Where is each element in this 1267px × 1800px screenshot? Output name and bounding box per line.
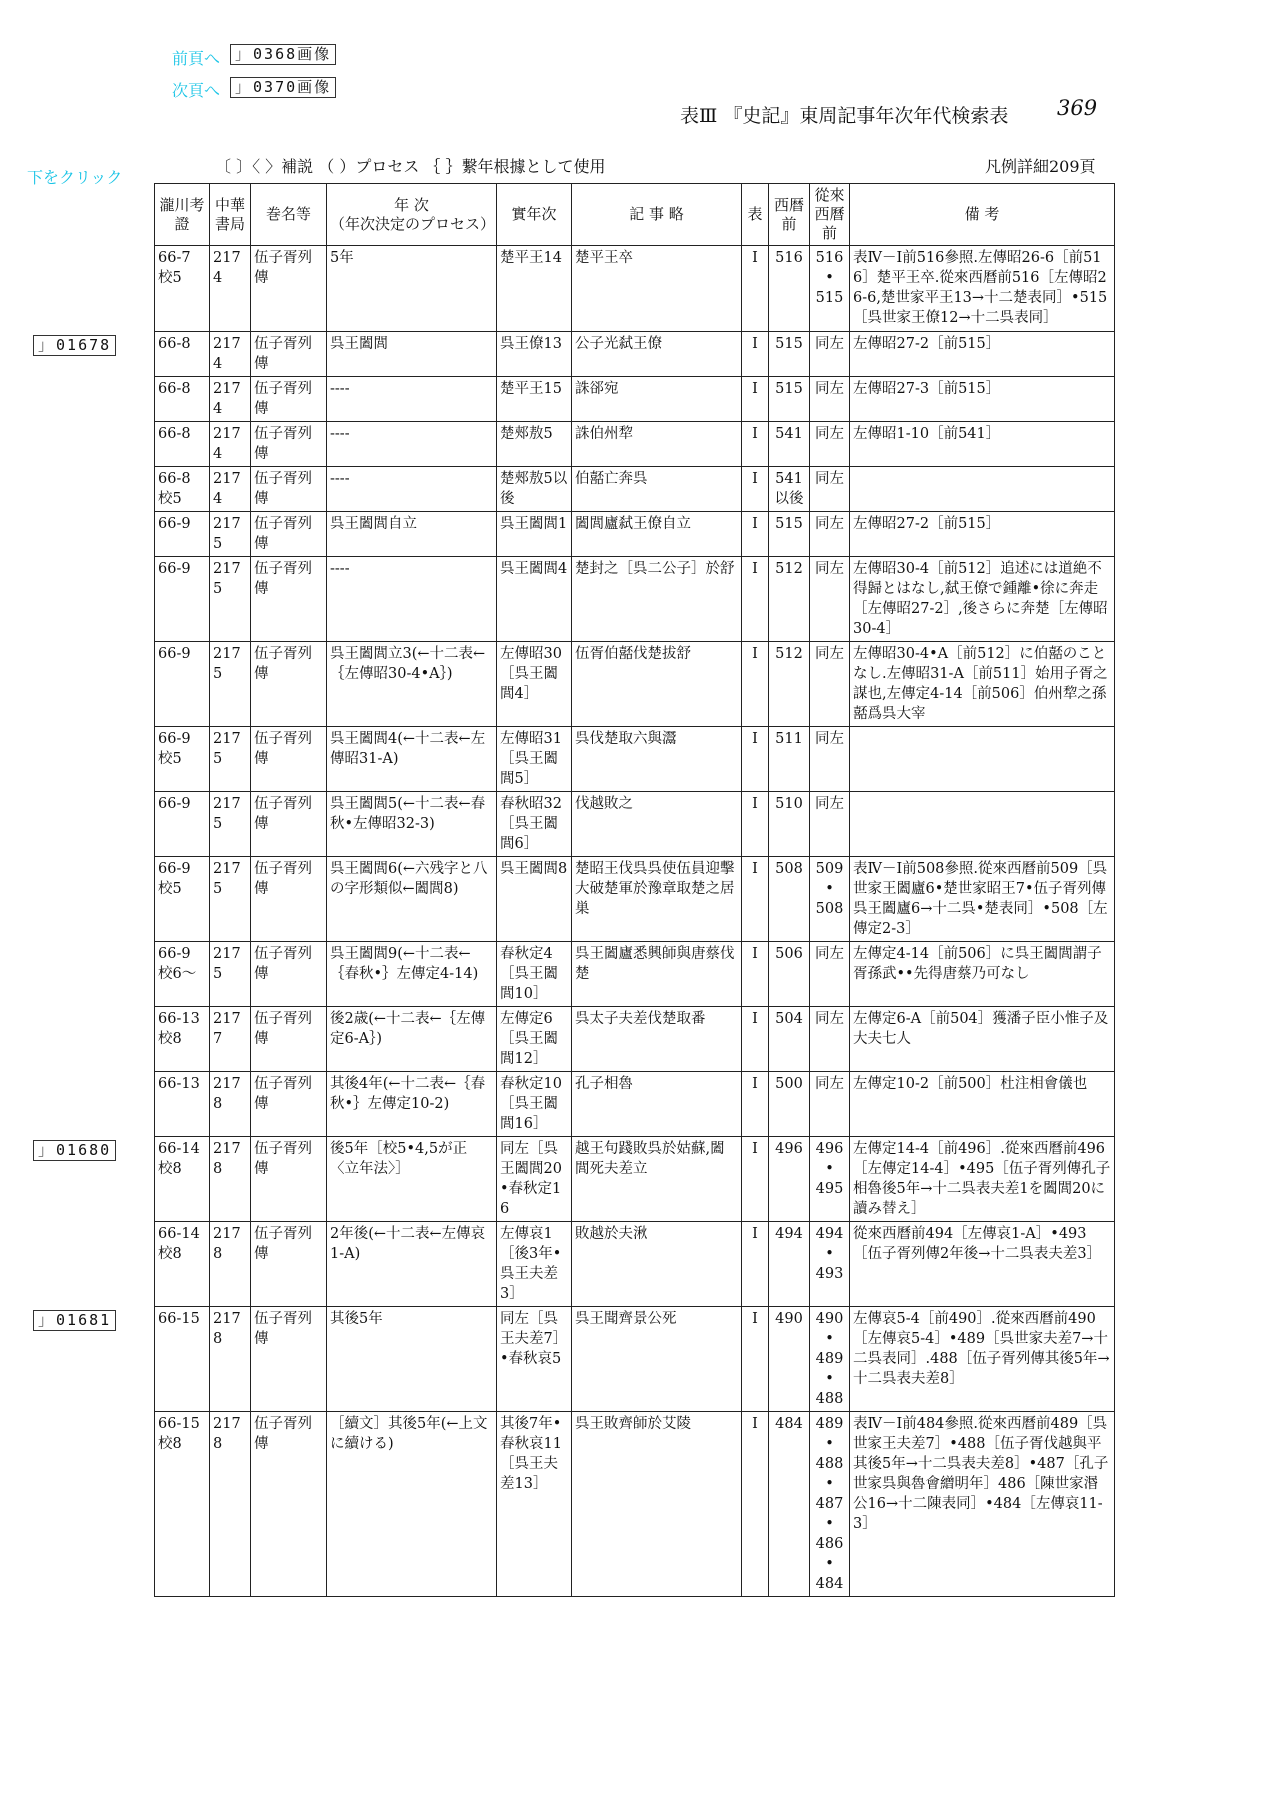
image-link-icon: 」 (235, 45, 251, 63)
cell-col-actual-year: 楚平王15 (497, 377, 572, 422)
cell-col-actual-year: 左傳哀1［後3年•呉王夫差3］ (497, 1222, 572, 1307)
cell-col-volume: 伍子胥列傳 (251, 642, 327, 727)
table-body (155, 246, 1115, 1597)
cell-col-event: 闔閭廬弑王僚自立 (572, 512, 742, 557)
cell-col-bc: 494 (769, 1222, 810, 1307)
cell-col-actual-year: 呉王闔閭4 (497, 557, 572, 642)
cell-col-notes (850, 792, 1115, 857)
cell-col-traditional-bc: 489• 488• 487• 486• 484 (810, 1412, 850, 1597)
image-link-icon: 」 (235, 78, 251, 96)
cell-col-table: Ⅰ (742, 1137, 769, 1222)
cell-col-zhonghua: 2178 (210, 1137, 251, 1222)
cell-col-notes: 表Ⅳ－Ⅰ前516參照.左傳昭26-6［前516］楚平王卒.從來西曆前516［左傳昭26-6,楚世家平王13→十二楚表同］•515［呉世家王僚12→十二呉表同］ (850, 246, 1115, 332)
cell-col-takigawa: 66-8 (155, 332, 210, 377)
next-page-link[interactable]: 次頁へ (172, 81, 221, 100)
table-row (155, 792, 1115, 857)
cell-col-event: 伍胥伯嚭伐楚拔舒 (572, 642, 742, 727)
cell-col-volume: 伍子胥列傳 (251, 1222, 327, 1307)
cell-col-traditional-bc: 490• 489• 488 (810, 1307, 850, 1412)
cell-col-notes: 左傳哀5-4［前490］.從來西曆前490［左傳哀5-4］•489［呉世家夫差7→十二呉表同］.488［伍子胥列傳其後5年→十二呉表夫差8］ (850, 1307, 1115, 1412)
cell-col-notes: 左傳昭27-2［前515］ (850, 512, 1115, 557)
cell-col-takigawa: 66-8 校5 (155, 467, 210, 512)
cell-col-zhonghua: 2175 (210, 727, 251, 792)
cell-col-traditional-bc: 494• 493 (810, 1222, 850, 1307)
cell-col-table: Ⅰ (742, 857, 769, 942)
cell-col-year: 其後4年(←十二表←｛春秋•｝左傳定10-2) (327, 1072, 497, 1137)
cell-col-event: 呉王聞齊景公死 (572, 1307, 742, 1412)
cell-col-year: 呉王闔閭4(←十二表←左傳昭31-A) (327, 727, 497, 792)
cell-col-event: 誅郤宛 (572, 377, 742, 422)
cell-col-zhonghua: 2178 (210, 1307, 251, 1412)
header-col-traditional-bc: 從來西曆前 (810, 184, 850, 246)
cell-col-zhonghua: 2178 (210, 1412, 251, 1597)
cell-col-takigawa: 66-14 校8 (155, 1222, 210, 1307)
cell-col-volume: 伍子胥列傳 (251, 727, 327, 792)
cell-col-event: 呉太子夫差伐楚取番 (572, 1007, 742, 1072)
cell-col-volume: 伍子胥列傳 (251, 1412, 327, 1597)
cell-col-zhonghua: 2174 (210, 246, 251, 332)
cell-col-volume: 伍子胥列傳 (251, 942, 327, 1007)
cell-col-zhonghua: 2175 (210, 792, 251, 857)
chronology-table (154, 183, 1115, 1597)
cell-col-traditional-bc: 同左 (810, 467, 850, 512)
next-image-button[interactable]: 」 0370画像 (230, 77, 336, 98)
cell-col-volume: 伍子胥列傳 (251, 1007, 327, 1072)
cell-col-year: ---- (327, 422, 497, 467)
cell-col-year: 2年後(←十二表←左傳哀1-A) (327, 1222, 497, 1307)
table-row (155, 1137, 1115, 1222)
cell-col-event: 誅伯州犂 (572, 422, 742, 467)
cell-col-event: 伐越敗之 (572, 792, 742, 857)
table-row (155, 857, 1115, 942)
cell-col-traditional-bc: 同左 (810, 512, 850, 557)
cell-col-table: Ⅰ (742, 727, 769, 792)
cell-col-bc: 516 (769, 246, 810, 332)
cell-col-table: Ⅰ (742, 332, 769, 377)
cell-col-bc: 515 (769, 377, 810, 422)
table-row (155, 642, 1115, 727)
cell-col-zhonghua: 2178 (210, 1222, 251, 1307)
cell-col-takigawa: 66-8 (155, 377, 210, 422)
cell-col-zhonghua: 2175 (210, 857, 251, 942)
table-row (155, 727, 1115, 792)
cell-col-event: 楚昭王伐呉呉使伍員迎擊大破楚軍於豫章取楚之居巣 (572, 857, 742, 942)
cell-col-volume: 伍子胥列傳 (251, 332, 327, 377)
cell-col-event: 呉王敗齊師於艾陵 (572, 1412, 742, 1597)
cell-col-traditional-bc: 同左 (810, 942, 850, 1007)
cell-col-actual-year: 左傳昭31［呉王闔閭5］ (497, 727, 572, 792)
cell-col-event: 伯嚭亡奔呉 (572, 467, 742, 512)
table-row (155, 1072, 1115, 1137)
cell-col-year: 呉王闔閭6(←六残字と八の字形類似←闔閭8) (327, 857, 497, 942)
cell-col-year: 5年 (327, 246, 497, 332)
cell-col-event: 呉伐楚取六與灊 (572, 727, 742, 792)
cell-col-table: Ⅰ (742, 1222, 769, 1307)
cell-col-year: 呉王闔閭立3(←十二表←｛左傳昭30-4•A｝) (327, 642, 497, 727)
cell-col-actual-year: 其後7年•春秋哀11［呉王夫差13］ (497, 1412, 572, 1597)
cell-col-bc: 515 (769, 332, 810, 377)
cell-col-takigawa: 66-7 校5 (155, 246, 210, 332)
cell-col-traditional-bc: 同左 (810, 1007, 850, 1072)
table-row (155, 1007, 1115, 1072)
cell-col-bc: 490 (769, 1307, 810, 1412)
cell-col-table: Ⅰ (742, 512, 769, 557)
cell-col-year: 呉王闔閭 (327, 332, 497, 377)
cell-col-traditional-bc: 496• 495 (810, 1137, 850, 1222)
cell-col-bc: 508 (769, 857, 810, 942)
cell-col-table: Ⅰ (742, 1412, 769, 1597)
page-title: 表Ⅲ 『史記』東周記事年次年代検索表 (680, 105, 1009, 127)
row-image-link[interactable]: 」 01680 (33, 1140, 116, 1161)
cell-col-actual-year: 楚郟敖5 (497, 422, 572, 467)
cell-col-takigawa: 66-13 校8 (155, 1007, 210, 1072)
cell-col-bc: 484 (769, 1412, 810, 1597)
table-row (155, 512, 1115, 557)
cell-col-zhonghua: 2174 (210, 467, 251, 512)
cell-col-actual-year: 楚郟敖5以後 (497, 467, 572, 512)
cell-col-volume: 伍子胥列傳 (251, 467, 327, 512)
cell-col-table: Ⅰ (742, 377, 769, 422)
cell-col-traditional-bc: 同左 (810, 557, 850, 642)
table-row (155, 1307, 1115, 1412)
table-row (155, 246, 1115, 332)
cell-col-year: ---- (327, 467, 497, 512)
cell-col-bc: 510 (769, 792, 810, 857)
cell-col-actual-year: 春秋昭32［呉王闔閭6］ (497, 792, 572, 857)
row-image-link[interactable]: 」 01681 (33, 1310, 116, 1331)
table-row (155, 422, 1115, 467)
cell-col-actual-year: 楚平王14 (497, 246, 572, 332)
header-col-event: 記 事 略 (572, 184, 742, 246)
cell-col-year: 後5年［校5•4,5が正〈立年法〉］ (327, 1137, 497, 1222)
cell-col-event: 敗越於夫湫 (572, 1222, 742, 1307)
cell-col-table: Ⅰ (742, 642, 769, 727)
cell-col-bc: 541 以後 (769, 467, 810, 512)
prev-image-button[interactable]: 」 0368画像 (230, 44, 336, 65)
cell-col-notes: 左傳定4-14［前506］に呉王闔閭謂子胥孫武••先得唐蔡乃可なし (850, 942, 1115, 1007)
cell-col-takigawa: 66-13 (155, 1072, 210, 1137)
cell-col-notes (850, 467, 1115, 512)
prev-page-link[interactable]: 前頁へ (172, 49, 221, 68)
cell-col-year: 呉王闔閭自立 (327, 512, 497, 557)
header-col-volume: 巻名等 (251, 184, 327, 246)
legend: 〔 〕〈 〉補説 （ ）プロセス ｛ ｝繋年根據として使用 (215, 157, 606, 176)
cell-col-bc: 512 (769, 642, 810, 727)
cell-col-event: 楚平王卒 (572, 246, 742, 332)
cell-col-traditional-bc: 516• 515 (810, 246, 850, 332)
header-col-zhonghua: 中華書局 (210, 184, 251, 246)
legend-reference: 凡例詳細209頁 (985, 157, 1096, 176)
cell-col-traditional-bc: 509• 508 (810, 857, 850, 942)
cell-col-actual-year: 呉王闔閭8 (497, 857, 572, 942)
header-col-year: 年 次 （年次決定のプロセス） (327, 184, 497, 246)
cell-col-year: ［續文］其後5年(←上文に續ける) (327, 1412, 497, 1597)
image-link-icon: 」 (38, 1311, 54, 1329)
cell-col-volume: 伍子胥列傳 (251, 792, 327, 857)
cell-col-actual-year: 呉王闔閭1 (497, 512, 572, 557)
cell-col-traditional-bc: 同左 (810, 727, 850, 792)
cell-col-volume: 伍子胥列傳 (251, 1137, 327, 1222)
cell-col-notes: 表Ⅳ－Ⅰ前508參照.從來西曆前509［呉世家王闔廬6•楚世家昭王7•伍子胥列傳呉王闔廬6→十二呉•楚表同］•508［左傳定2-3］ (850, 857, 1115, 942)
cell-col-bc: 512 (769, 557, 810, 642)
cell-col-bc: 515 (769, 512, 810, 557)
header-col-bc: 西暦前 (769, 184, 810, 246)
cell-col-takigawa: 66-8 (155, 422, 210, 467)
table-row (155, 377, 1115, 422)
cell-col-traditional-bc: 同左 (810, 377, 850, 422)
image-link-icon: 」 (38, 1141, 54, 1159)
cell-col-takigawa: 66-9 校5 (155, 857, 210, 942)
cell-col-notes: 左傳昭30-4•A［前512］に伯嚭のことなし.左傳昭31-A［前511］始用子胥之謀也,左傳定4-14［前506］伯州犂之孫嚭爲呉大宰 (850, 642, 1115, 727)
cell-col-actual-year: 呉王僚13 (497, 332, 572, 377)
cell-col-table: Ⅰ (742, 942, 769, 1007)
cell-col-takigawa: 66-15 (155, 1307, 210, 1412)
cell-col-actual-year: 同左［呉王夫差7］•春秋哀5 (497, 1307, 572, 1412)
cell-col-actual-year: 左傳昭30［呉王闔閭4］ (497, 642, 572, 727)
header-col-notes: 備 考 (850, 184, 1115, 246)
cell-col-year: 後2歳(←十二表←｛左傳定6-A｝) (327, 1007, 497, 1072)
cell-col-actual-year: 春秋定4［呉王闔閭10］ (497, 942, 572, 1007)
cell-col-bc: 506 (769, 942, 810, 1007)
cell-col-table: Ⅰ (742, 557, 769, 642)
cell-col-actual-year: 左傳定6［呉王闔閭12］ (497, 1007, 572, 1072)
table-row (155, 332, 1115, 377)
header-col-table: 表 (742, 184, 769, 246)
cell-col-year: ---- (327, 557, 497, 642)
cell-col-year: 呉王闔閭9(←十二表←｛春秋•｝左傳定4-14) (327, 942, 497, 1007)
cell-col-takigawa: 66-9 (155, 792, 210, 857)
cell-col-table: Ⅰ (742, 1072, 769, 1137)
cell-col-volume: 伍子胥列傳 (251, 422, 327, 467)
cell-col-takigawa: 66-9 (155, 557, 210, 642)
cell-col-bc: 541 (769, 422, 810, 467)
cell-col-bc: 511 (769, 727, 810, 792)
cell-col-event: 呉王闔廬悉興師與唐蔡伐楚 (572, 942, 742, 1007)
cell-col-traditional-bc: 同左 (810, 792, 850, 857)
cell-col-zhonghua: 2175 (210, 512, 251, 557)
cell-col-actual-year: 同左［呉王闔閭20•春秋定16 (497, 1137, 572, 1222)
cell-col-zhonghua: 2175 (210, 642, 251, 727)
cell-col-takigawa: 66-15 校8 (155, 1412, 210, 1597)
header-col-takigawa: 瀧川考證 (155, 184, 210, 246)
cell-col-event: 孔子相魯 (572, 1072, 742, 1137)
cell-col-event: 越王句踐敗呉於姑蘇,闔閭死夫差立 (572, 1137, 742, 1222)
cell-col-zhonghua: 2174 (210, 422, 251, 467)
cell-col-traditional-bc: 同左 (810, 332, 850, 377)
cell-col-zhonghua: 2174 (210, 332, 251, 377)
cell-col-volume: 伍子胥列傳 (251, 512, 327, 557)
table-row (155, 1412, 1115, 1597)
cell-col-table: Ⅰ (742, 246, 769, 332)
cell-col-takigawa: 66-9 (155, 512, 210, 557)
row-image-link[interactable]: 」 01678 (33, 335, 116, 356)
cell-col-notes (850, 727, 1115, 792)
cell-col-traditional-bc: 同左 (810, 422, 850, 467)
cell-col-takigawa: 66-9 (155, 642, 210, 727)
cell-col-zhonghua: 2175 (210, 557, 251, 642)
cell-col-volume: 伍子胥列傳 (251, 557, 327, 642)
cell-col-zhonghua: 2174 (210, 377, 251, 422)
header-col-actual-year: 實年次 (497, 184, 572, 246)
cell-col-bc: 496 (769, 1137, 810, 1222)
cell-col-traditional-bc: 同左 (810, 1072, 850, 1137)
cell-col-volume: 伍子胥列傳 (251, 377, 327, 422)
cell-col-table: Ⅰ (742, 467, 769, 512)
cell-col-notes: 左傳昭1-10［前541］ (850, 422, 1115, 467)
cell-col-notes: 從來西曆前494［左傳哀1-A］•493［伍子胥列傳2年後→十二呉表夫差3］ (850, 1222, 1115, 1307)
table-row (155, 1222, 1115, 1307)
image-link-icon: 」 (38, 336, 54, 354)
cell-col-table: Ⅰ (742, 422, 769, 467)
cell-col-event: 楚封之［呉二公子］於舒 (572, 557, 742, 642)
cell-col-notes: 表Ⅳ－Ⅰ前484參照.從來西曆前489［呉世家王夫差7］•488［伍子胥伐越與平其後5年→十二呉表夫差8］•487［孔子世家呉與魯會繒明年］486［陳世家湣公16→十二陳表同］•484［左傳哀11-3］ (850, 1412, 1115, 1597)
cell-col-zhonghua: 2178 (210, 1072, 251, 1137)
table-header-row (155, 184, 1115, 246)
cell-col-volume: 伍子胥列傳 (251, 1072, 327, 1137)
cell-col-takigawa: 66-9 校5 (155, 727, 210, 792)
cell-col-bc: 504 (769, 1007, 810, 1072)
table-row (155, 467, 1115, 512)
cell-col-table: Ⅰ (742, 792, 769, 857)
cell-col-traditional-bc: 同左 (810, 642, 850, 727)
cell-col-takigawa: 66-14 校8 (155, 1137, 210, 1222)
cell-col-zhonghua: 2177 (210, 1007, 251, 1072)
table-row (155, 942, 1115, 1007)
cell-col-actual-year: 春秋定10［呉王闔閭16］ (497, 1072, 572, 1137)
cell-col-notes: 左傳昭30-4［前512］追述には道絶不得歸とはなし,弑王僚で鍾離•徐に奔走［左傳昭27-2］,後さらに奔楚［左傳昭30-4］ (850, 557, 1115, 642)
cell-col-volume: 伍子胥列傳 (251, 1307, 327, 1412)
table-row (155, 557, 1115, 642)
cell-col-year: 呉王闔閭5(←十二表←春秋•左傳昭32-3) (327, 792, 497, 857)
cell-col-bc: 500 (769, 1072, 810, 1137)
cell-col-notes: 左傳昭27-2［前515］ (850, 332, 1115, 377)
cell-col-volume: 伍子胥列傳 (251, 246, 327, 332)
cell-col-table: Ⅰ (742, 1007, 769, 1072)
cell-col-volume: 伍子胥列傳 (251, 857, 327, 942)
cell-col-year: 其後5年 (327, 1307, 497, 1412)
cell-col-year: ---- (327, 377, 497, 422)
cell-col-table: Ⅰ (742, 1307, 769, 1412)
cell-col-notes: 左傳定14-4［前496］.從來西曆前496［左傳定14-4］•495［伍子胥列傳孔子相魯後5年→十二呉表夫差1を闔閭20に讀み替え］ (850, 1137, 1115, 1222)
cell-col-notes: 左傳定10-2［前500］杜注相會儀也 (850, 1072, 1115, 1137)
page-number: 369 (1057, 96, 1098, 120)
cell-col-notes: 左傳昭27-3［前515］ (850, 377, 1115, 422)
cell-col-notes: 左傳定6-A［前504］獲潘子臣小惟子及大夫七人 (850, 1007, 1115, 1072)
cell-col-zhonghua: 2175 (210, 942, 251, 1007)
cell-col-takigawa: 66-9 校6～ (155, 942, 210, 1007)
click-hint: 下をクリック (27, 168, 123, 187)
cell-col-event: 公子光弑王僚 (572, 332, 742, 377)
